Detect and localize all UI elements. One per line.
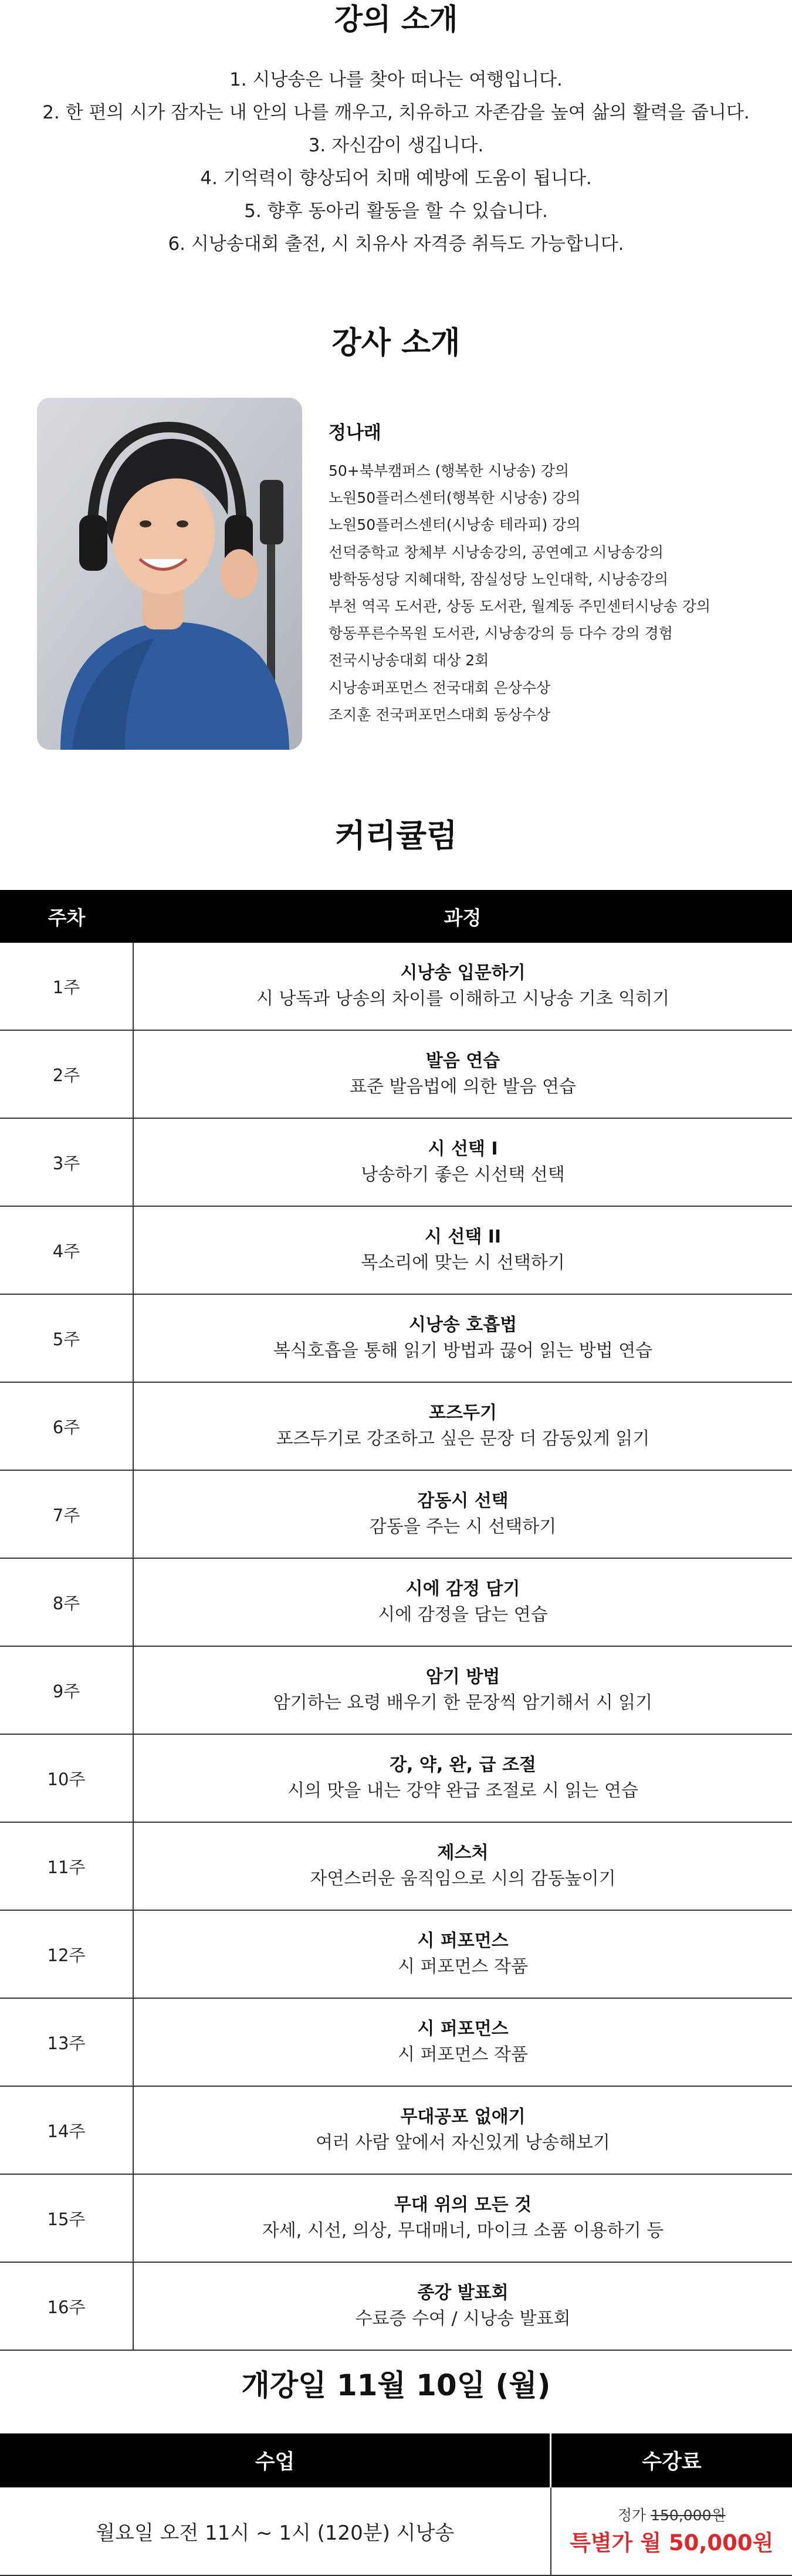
career-item: 노원50플러스센터(행복한 시낭송) 강의 <box>329 485 710 512</box>
intro-item: 3. 자신감이 생깁니다. <box>0 129 792 162</box>
lesson-title: 감동시 선택 <box>134 1488 792 1514</box>
week-cell: 11주 <box>0 1822 133 1910</box>
career-item: 방학동성당 지혜대학, 잠실성당 노인대학, 시낭송강의 <box>329 566 710 593</box>
intro-item: 4. 기억력이 향상되어 치매 예방에 도움이 됩니다. <box>0 162 792 195</box>
lesson-title: 시에 감정 담기 <box>134 1576 792 1602</box>
intro-list <box>0 63 792 260</box>
lesson-description: 감동을 주는 시 선택하기 <box>134 1514 792 1540</box>
instructor-title: 강사 소개 <box>0 323 792 364</box>
lesson-description: 시 퍼포먼스 작품 <box>134 1954 792 1980</box>
lesson-title: 무대 위의 모든 것 <box>134 2192 792 2218</box>
course-cell <box>133 2086 792 2174</box>
lesson-description: 시 낭독과 낭송의 차이를 이해하고 시낭송 기초 익히기 <box>134 986 792 1012</box>
week-cell: 9주 <box>0 1646 133 1734</box>
lesson-description: 여러 사람 앞에서 자신있게 낭송해보기 <box>134 2130 792 2156</box>
lesson-description: 시 퍼포먼스 작품 <box>134 2042 792 2068</box>
lesson-description: 시에 감정을 담는 연습 <box>134 1602 792 1628</box>
curriculum-row <box>0 943 792 1030</box>
lesson-title: 강, 약, 완, 급 조절 <box>134 1752 792 1778</box>
lesson-description: 표준 발음법에 의한 발음 연습 <box>134 1074 792 1100</box>
lesson-title: 시 선택 I <box>134 1136 792 1162</box>
week-cell: 8주 <box>0 1558 133 1646</box>
course-cell <box>133 1470 792 1558</box>
intro-item: 6. 시낭송대회 출전, 시 치유사 자격증 취득도 가능합니다. <box>0 228 792 260</box>
fee-cell <box>551 2487 792 2575</box>
course-cell <box>133 1118 792 1206</box>
class-schedule: 월요일 오전 11시 ~ 1시 (120분) 시낭송 <box>0 2487 551 2575</box>
curriculum-header-row <box>0 890 792 943</box>
course-cell <box>133 1734 792 1822</box>
curriculum-row <box>0 2086 792 2174</box>
instructor-photo <box>37 398 302 750</box>
week-cell: 10주 <box>0 1734 133 1822</box>
week-cell: 4주 <box>0 1206 133 1294</box>
intro-item: 1. 시낭송은 나를 찾아 떠나는 여행입니다. <box>0 63 792 96</box>
instructor-section <box>0 323 792 364</box>
lesson-description: 목소리에 맞는 시 선택하기 <box>134 1250 792 1276</box>
week-cell: 12주 <box>0 1910 133 1998</box>
curriculum-row <box>0 1910 792 1998</box>
fee-header-row <box>0 2433 792 2487</box>
lesson-title: 제스처 <box>134 1840 792 1866</box>
course-cell <box>133 1294 792 1382</box>
career-item: 선덕중학교 창체부 시낭송강의, 공연예고 시낭송강의 <box>329 539 710 566</box>
curriculum-row <box>0 1206 792 1294</box>
career-item: 부천 역곡 도서관, 상동 도서관, 월계동 주민센터시낭송 강의 <box>329 593 710 620</box>
career-item: 조지훈 전국퍼포먼스대회 동상수상 <box>329 702 710 729</box>
curriculum-table <box>0 890 792 2351</box>
curriculum-row <box>0 1470 792 1558</box>
course-cell <box>133 1382 792 1470</box>
lesson-title: 암기 방법 <box>134 1664 792 1690</box>
career-item: 전국시낭송대회 대상 2회 <box>329 647 710 674</box>
course-cell <box>133 1910 792 1998</box>
regular-price <box>551 2504 792 2527</box>
course-cell <box>133 1030 792 1118</box>
lesson-description: 암기하는 요령 배우기 한 문장씩 암기해서 시 읽기 <box>134 1690 792 1716</box>
course-cell <box>133 943 792 1030</box>
intro-item: 2. 한 편의 시가 잠자는 내 안의 나를 깨우고, 치유하고 자존감을 높여 삶의 활력을 줍니다. <box>0 96 792 129</box>
lesson-description: 시의 맛을 내는 강약 완급 조절로 시 읽는 연습 <box>134 1778 792 1804</box>
career-item: 50+북부캠퍼스 (행복한 시낭송) 강의 <box>329 458 710 485</box>
lesson-description: 자세, 시선, 의상, 무대매너, 마이크 소품 이용하기 등 <box>134 2218 792 2244</box>
curriculum-row <box>0 2174 792 2262</box>
curriculum-row <box>0 2262 792 2350</box>
course-cell <box>133 1646 792 1734</box>
lesson-description: 자연스러운 움직임으로 시의 감동높이기 <box>134 1866 792 1892</box>
week-cell: 6주 <box>0 1382 133 1470</box>
lesson-title: 시낭송 호흡법 <box>134 1312 792 1338</box>
week-cell: 13주 <box>0 1998 133 2086</box>
lesson-description: 복식호흡을 통해 읽기 방법과 끊어 읽는 방법 연습 <box>134 1338 792 1364</box>
curriculum-section <box>0 804 792 868</box>
fee-column-header: 수강료 <box>551 2433 792 2487</box>
lesson-description: 낭송하기 좋은 시선택 선택 <box>134 1162 792 1188</box>
curriculum-row <box>0 1646 792 1734</box>
lesson-title: 시낭송 입문하기 <box>134 960 792 986</box>
fee-table <box>0 2433 792 2576</box>
course-cell <box>133 2262 792 2350</box>
week-cell: 16주 <box>0 2262 133 2350</box>
lesson-title: 포즈두기 <box>134 1400 792 1426</box>
curriculum-row <box>0 1734 792 1822</box>
course-cell <box>133 1822 792 1910</box>
lesson-title: 시 퍼포먼스 <box>134 1928 792 1954</box>
curriculum-title: 커리큘럼 <box>0 804 792 868</box>
week-cell: 2주 <box>0 1030 133 1118</box>
course-cell <box>133 2174 792 2262</box>
career-item: 노원50플러스센터(시낭송 테라피) 강의 <box>329 512 710 539</box>
instructor-name: 정나래 <box>329 418 381 444</box>
intro-title: 강의 소개 <box>0 0 792 38</box>
special-price: 특별가 월 50,000원 <box>551 2527 792 2559</box>
week-column-header: 주차 <box>0 890 133 943</box>
curriculum-row <box>0 1294 792 1382</box>
regular-price-label: 정가 <box>618 2507 646 2524</box>
intro-section <box>0 0 792 38</box>
week-cell: 1주 <box>0 943 133 1030</box>
lesson-title: 무대공포 없애기 <box>134 2104 792 2130</box>
week-cell: 14주 <box>0 2086 133 2174</box>
lesson-description: 수료증 수여 / 시낭송 발표회 <box>134 2306 792 2332</box>
class-column-header: 수업 <box>0 2433 551 2487</box>
regular-price-value: 150,000원 <box>651 2507 726 2524</box>
lesson-title: 시 퍼포먼스 <box>134 2016 792 2042</box>
intro-item: 5. 향후 동아리 활동을 할 수 있습니다. <box>0 195 792 228</box>
curriculum-row <box>0 1382 792 1470</box>
lesson-title: 종강 발표회 <box>134 2280 792 2306</box>
fee-row <box>0 2487 792 2575</box>
week-cell: 5주 <box>0 1294 133 1382</box>
curriculum-row <box>0 1822 792 1910</box>
course-cell <box>133 1558 792 1646</box>
week-cell: 15주 <box>0 2174 133 2262</box>
lesson-title: 시 선택 II <box>134 1224 792 1250</box>
career-item: 항동푸른수목원 도서관, 시낭송강의 등 다수 강의 경험 <box>329 620 710 647</box>
curriculum-row <box>0 1118 792 1206</box>
course-cell <box>133 1206 792 1294</box>
career-item: 시낭송퍼포먼스 전국대회 은상수상 <box>329 675 710 702</box>
lesson-title: 발음 연습 <box>134 1048 792 1074</box>
week-cell: 3주 <box>0 1118 133 1206</box>
curriculum-row <box>0 1998 792 2086</box>
curriculum-row <box>0 1030 792 1118</box>
instructor-career-list <box>329 458 710 729</box>
course-column-header: 과정 <box>133 890 792 943</box>
opening-date: 개강일 11월 10일 (월) <box>0 2364 792 2406</box>
lesson-description: 포즈두기로 강조하고 싶은 문장 더 감동있게 읽기 <box>134 1426 792 1452</box>
course-cell <box>133 1998 792 2086</box>
week-cell: 7주 <box>0 1470 133 1558</box>
curriculum-body <box>0 943 792 2350</box>
curriculum-row <box>0 1558 792 1646</box>
